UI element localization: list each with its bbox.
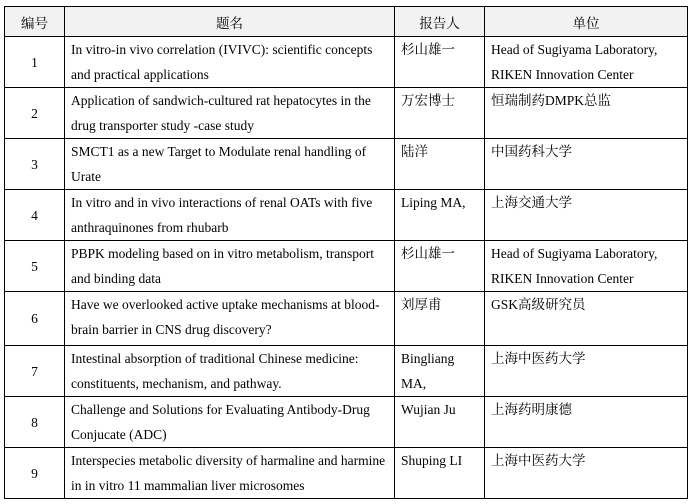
row-number: 5	[5, 241, 65, 292]
table-row	[5, 397, 688, 448]
row-affiliation: Head of Sugiyama Laboratory, RIKEN Innovation Center	[485, 37, 688, 88]
row-number: 9	[5, 448, 65, 499]
header-row	[5, 7, 688, 37]
row-speaker: 陆洋	[395, 139, 485, 190]
row-number: 4	[5, 190, 65, 241]
row-affiliation: 上海交通大学	[485, 190, 688, 241]
row-title: SMCT1 as a new Target to Modulate renal handling of Urate	[65, 139, 395, 190]
table-row	[5, 190, 688, 241]
row-title: In vitro and in vivo interactions of renal OATs with five anthraquinones from rhubarb	[65, 190, 395, 241]
table-row	[5, 88, 688, 139]
row-speaker: Shuping LI	[395, 448, 485, 499]
table-row	[5, 37, 688, 88]
row-affiliation: 中国药科大学	[485, 139, 688, 190]
row-speaker: 刘厚甫	[395, 292, 485, 346]
row-affiliation: 上海中医药大学	[485, 346, 688, 397]
row-title: PBPK modeling based on in vitro metabolism, transport and binding data	[65, 241, 395, 292]
row-speaker: 杉山雄一	[395, 241, 485, 292]
row-speaker: 杉山雄一	[395, 37, 485, 88]
row-affiliation: 上海中医药大学	[485, 448, 688, 499]
row-title: Challenge and Solutions for Evaluating Antibody-Drug Conjucate (ADC)	[65, 397, 395, 448]
row-title: Have we overlooked active uptake mechanisms at blood-brain barrier in CNS drug discovery?	[65, 292, 395, 346]
row-affiliation: 恒瑞制药DMPK总监	[485, 88, 688, 139]
row-speaker: Wujian Ju	[395, 397, 485, 448]
row-number: 6	[5, 292, 65, 346]
header-title: 题名	[65, 7, 395, 37]
row-number: 8	[5, 397, 65, 448]
row-speaker: 万宏博士	[395, 88, 485, 139]
row-number: 3	[5, 139, 65, 190]
row-number: 7	[5, 346, 65, 397]
row-number: 2	[5, 88, 65, 139]
row-affiliation: 上海药明康德	[485, 397, 688, 448]
header-number: 编号	[5, 7, 65, 37]
presentation-table	[4, 6, 688, 499]
row-title: Interspecies metabolic diversity of harmaline and harmine in in vitro 11 mammalian liver microsomes	[65, 448, 395, 499]
header-affiliation: 单位	[485, 7, 688, 37]
row-speaker: Bingliang MA,	[395, 346, 485, 397]
table-row	[5, 241, 688, 292]
table-row	[5, 448, 688, 499]
row-affiliation: Head of Sugiyama Laboratory, RIKEN Innovation Center	[485, 241, 688, 292]
table-row	[5, 139, 688, 190]
header-speaker: 报告人	[395, 7, 485, 37]
row-number: 1	[5, 37, 65, 88]
row-title: Application of sandwich-cultured rat hepatocytes in the drug transporter study -case study	[65, 88, 395, 139]
table-row	[5, 292, 688, 346]
row-title: Intestinal absorption of traditional Chinese medicine: constituents, mechanism, and pathway.	[65, 346, 395, 397]
row-title: In vitro-in vivo correlation (IVIVC): scientific concepts and practical applications	[65, 37, 395, 88]
row-affiliation: GSK高级研究员	[485, 292, 688, 346]
row-speaker: Liping MA,	[395, 190, 485, 241]
table-row	[5, 346, 688, 397]
